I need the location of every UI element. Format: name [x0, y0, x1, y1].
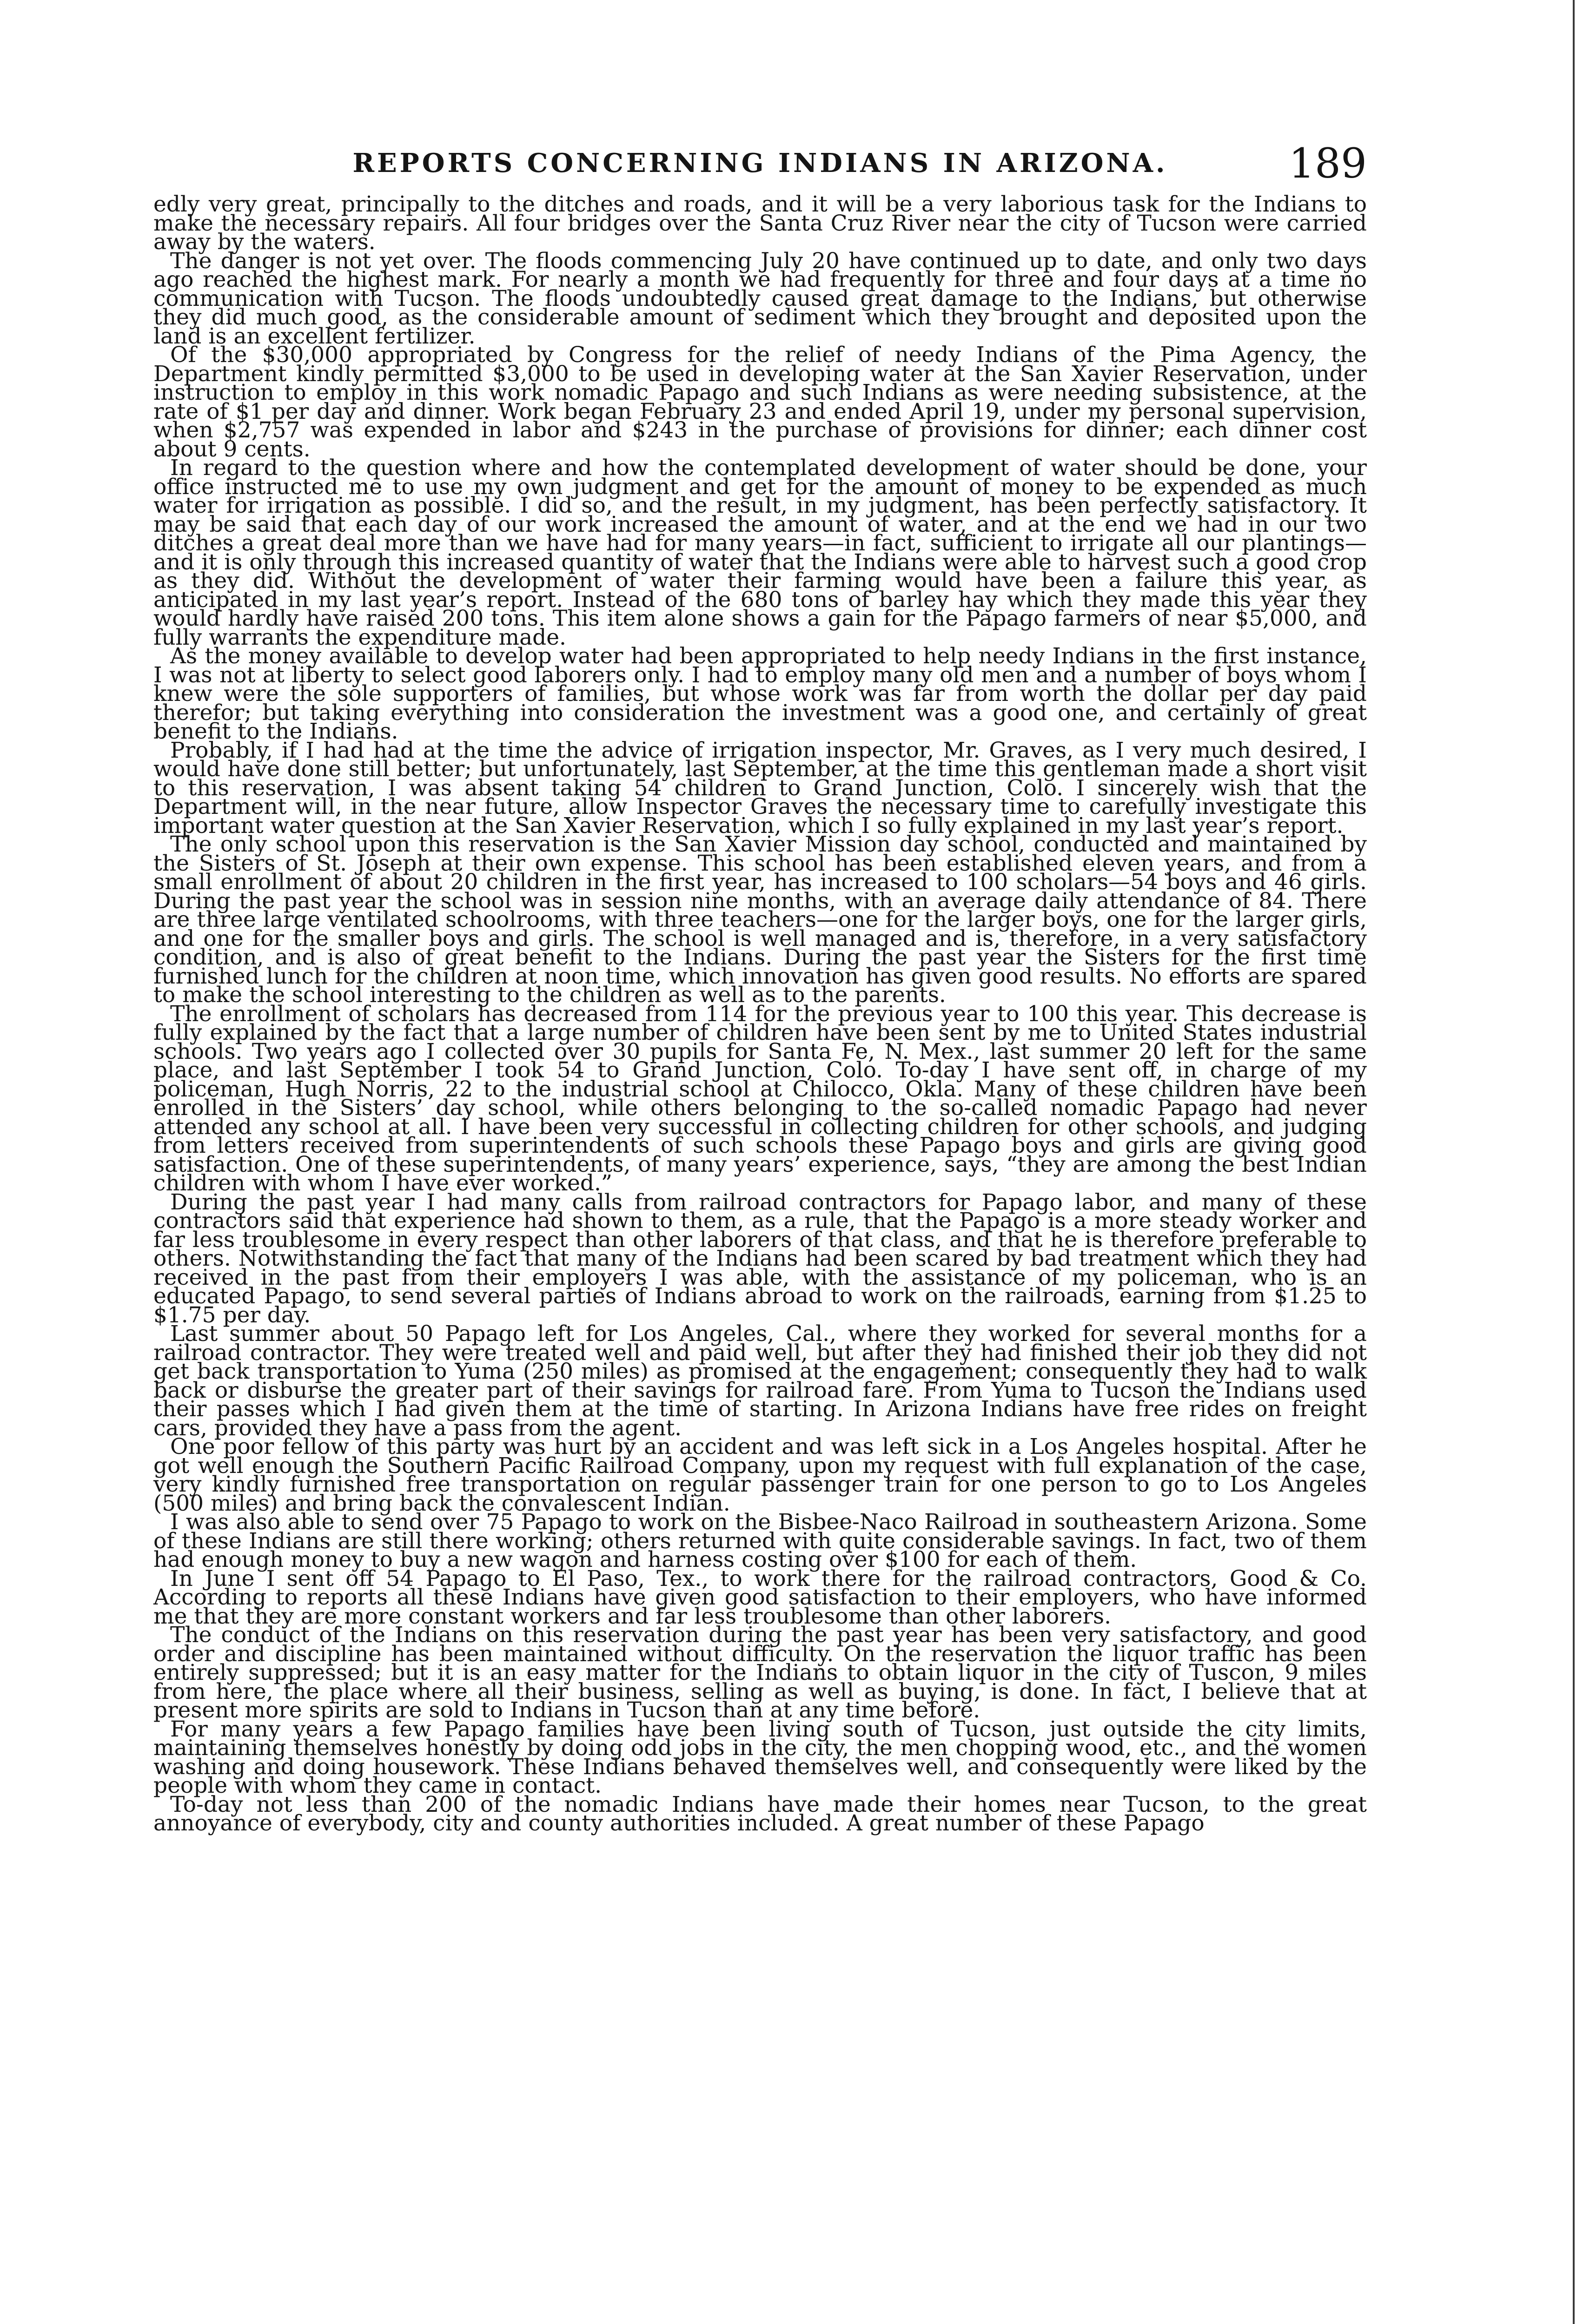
page-number: 189	[1289, 139, 1367, 187]
paragraph: In regard to the question where and how the contemplated development of water should be done, your office instructed me to use my own judgment and get for the amount of money to be expended as much water for irrigation as possible. I did so, and the result, in my judgment, has been perfectly satisfactory. It may be said that each day of our work increased the amount of water, and at the end we had in our two ditches a great deal more than we have had for many years—in fact, sufficient to irrigate all our plantings—and it is only through this increased quantity of water that the Indians were able to harvest such a good crop as they did. Without the development of water their farming would have been a failure this year, as anticipated in my last year’s report. Instead of the 680 tons of barley hay which they made this year they would hardly have raised 200 tons. This item alone shows a gain for the Papago farmers of near $5,000, and fully warrants the expenditure made.	[153, 455, 1367, 650]
body-text	[153, 191, 1367, 1836]
running-title: REPORTS CONCERNING INDIANS IN ARIZONA.	[352, 148, 1168, 178]
paragraph: The conduct of the Indians on this reservation during the past year has been very satisfactory, and good order and discipline has been maintained without difficulty. On the reservation the liquor traffic has been entirely suppressed; but it is an easy matter for the Indians to obtain liquor in the city of Tuscon, 9 miles from here, the place where all their business, selling as well as buying, is done. In fact, I believe that at present more spirits are sold to Indians in Tucson than at any time before.	[153, 1622, 1367, 1723]
paragraph: During the past year I had many calls from railroad contractors for Papago labor, and many of these contractors said that experience had shown to them, as a rule, that the Papago is a more steady worker and far less troublesome in every respect than other laborers of that class, and that he is therefore preferable to others. Notwithstanding the fact that many of the Indians had been scared by bad treatment which they had received in the past from their employers I was able, with the assistance of my policeman, who is an educated Papago, to send several parties of Indians abroad to work on the railroads, earning from $1.25 to $1.75 per day.	[153, 1189, 1367, 1328]
paragraph: I was also able to send over 75 Papago to work on the Bisbee-Naco Railroad in southeastern Arizona. Some of these Indians are still there working; others returned with quite considerable savings. In fact, two of them had enough money to buy a new wagon and harness costing over $100 for each of them.	[153, 1509, 1367, 1572]
paragraph: In June I sent off 54 Papago to El Paso, Tex., to work there for the railroad contractors, Good & Co. According to reports all these Indians have given good satisfaction to their employers, who have informed me that they are more constant workers and far less troublesome than other laborers.	[153, 1565, 1367, 1629]
document-page	[153, 139, 1367, 1836]
paragraph: The danger is not yet over. The floods commencing July 20 have continued up to date, and only two days ago reached the highest mark. For nearly a month we had frequently for three and four days at a time no communication with Tucson. The floods undoubtedly caused great damage to the Indians, but otherwise they did much good, as the considerable amount of sediment which they brought and deposited upon the land is an excellent fertilizer.	[153, 248, 1367, 349]
paragraph: One poor fellow of this party was hurt by an accident and was left sick in a Los Angeles hospital. After he got well enough the Southern Pacific Railroad Company, upon my request with full explanation of the case, very kindly furnished free transportation on regular passenger train for one person to go to Los Angeles (500 miles) and bring back the convalescent Indian.	[153, 1434, 1367, 1516]
paragraph: Probably, if I had had at the time the advice of irrigation inspector, Mr. Graves, as I very much desired, I would have done still better; but unfortunately, last September, at the time this gentleman made a short visit to this reservation, I was absent taking 54 children to Grand Junction, Colo. I sincerely wish that the Department will, in the near future, allow Inspector Graves the necessary time to carefully investigate this important water question at the San Xavier Reservation, which I so fully explained in my last year’s report.	[153, 737, 1367, 838]
paragraph: The only school upon this reservation is the San Xavier Mission day school, conducted and maintained by the Sisters of St. Joseph at their own expense. This school has been established eleven years, and from a small enrollment of about 20 children in the first year, has increased to 100 scholars—54 boys and 46 girls. During the past year the school was in session nine months, with an average daily attendance of 84. There are three large ventilated schoolrooms, with three teachers—one for the larger boys, one for the larger girls, and one for the smaller boys and girls. The school is well managed and is, therefore, in a very satisfactory condition, and is also of great benefit to the Indians. During the past year the Sisters for the first time furnished lunch for the children at noon time, which innovation has given good results. No efforts are spared to make the school interesting to the children as well as to the parents.	[153, 832, 1367, 1008]
paragraph: For many years a few Papago families have been living south of Tucson, just outside the city limits, maintaining themselves honestly by doing odd jobs in the city, the men chopping wood, etc., and the women washing and doing housework. These Indians behaved themselves well, and consequently were liked by the people with whom they came in contact.	[153, 1716, 1367, 1798]
paragraph: Of the $30,000 appropriated by Congress for the relief of needy Indians of the Pima Agency, the Department kindly permitted $3,000 to be used in developing water at the San Xavier Reservation, under instruction to employ in this work nomadic Papago and such Indians as were needing subsistence, at the rate of $1 per day and dinner. Work began February 23 and ended April 19, under my personal supervision, when $2,757 was expended in labor and $243 in the purchase of provisions for dinner; each dinner cost about 9 cents.	[153, 342, 1367, 462]
paragraph: Last summer about 50 Papago left for Los Angeles, Cal., where they worked for several months for a railroad contractor. They were treated well and paid well, but after they had finished their job they did not get back transportation to Yuma (250 miles) as promised at the engagement; consequently they had to walk back or disburse the greater part of their savings for railroad fare. From Yuma to Tucson the Indians used their passes which I had given them at the time of starting. In Arizona Indians have free rides on freight cars, provided they have a pass from the agent.	[153, 1321, 1367, 1441]
scan-edge-line	[1573, 0, 1575, 2324]
paragraph: edly very great, principally to the ditches and roads, and it will be a very laborious task for the Indians to make the necessary repairs. All four bridges over the Santa Cruz River near the city of Tucson were carried away by the waters.	[153, 191, 1367, 255]
paragraph: To-day not less than 200 of the nomadic Indians have made their homes near Tucson, to the great annoyance of everybody, city and county authorities included. A great number of these Papago	[153, 1791, 1367, 1836]
paragraph: The enrollment of scholars has decreased from 114 for the previous year to 100 this year. This decrease is fully explained by the fact that a large number of children have been sent by me to United States industrial schools. Two years ago I collected over 30 pupils for Santa Fe, N. Mex., last summer 20 left for the same place, and last September I took 54 to Grand Junction, Colo. To-day I have sent off, in charge of my policeman, Hugh Norris, 22 to the industrial school at Chilocco, Okla. Many of these children have been enrolled in the Sisters’ day school, while others belonging to the so-called nomadic Papago had never attended any school at all. I have been very successful in collecting children for other schools, and judging from letters received from superintendents of such schools these Papago boys and girls are giving good satisfaction. One of these superintendents, of many years’ experience, says, “they are among the best Indian children with whom I have ever worked.”	[153, 1001, 1367, 1196]
running-head	[153, 139, 1367, 195]
paragraph: As the money available to develop water had been appropriated to help needy Indians in the first instance, I was not at liberty to select good laborers only. I had to employ many old men and a number of boys whom I knew were the sole supporters of families, but whose work was far from worth the dollar per day paid therefor; but taking everything into consideration the investment was a good one, and certainly of great benefit to the Indians.	[153, 643, 1367, 744]
